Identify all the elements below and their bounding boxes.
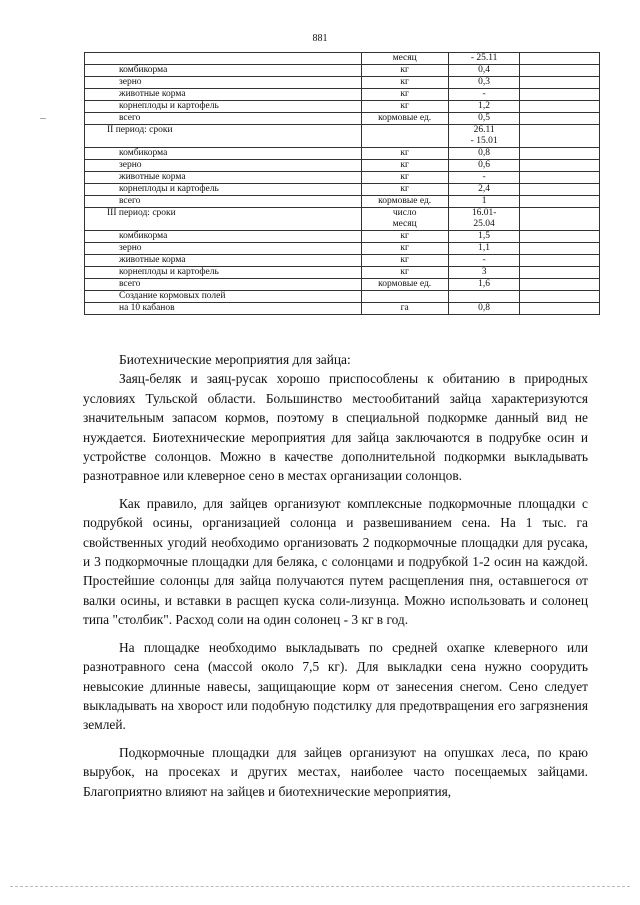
table-row [85,125,600,148]
table-row [85,231,600,243]
table-row [85,279,600,291]
margin-mark [40,118,46,119]
row-value: - 25.11 [448,53,520,65]
table-row [85,77,600,89]
page-number: 881 [312,33,328,44]
row-empty [520,255,600,267]
table-row [85,303,600,315]
row-value: 0,4 [448,65,520,77]
row-value: 0,3 [448,77,520,89]
row-label: комбикорма [85,148,362,160]
row-label: корнеплоды и картофель [85,267,362,279]
row-unit [361,125,448,148]
row-empty [520,77,600,89]
row-unit: кг [361,89,448,101]
table-row [85,89,600,101]
row-value: 3 [448,267,520,279]
row-label: зерно [85,243,362,255]
row-label: на 10 кабанов [85,303,362,315]
row-value: 0,8 [448,303,520,315]
row-empty [520,196,600,208]
scan-edge-line [10,886,630,887]
row-value: - [448,172,520,184]
row-unit: кг [361,172,448,184]
row-label: комбикорма [85,231,362,243]
row-label: зерно [85,77,362,89]
row-value: 1,5 [448,231,520,243]
row-empty [520,303,600,315]
row-unit: кг [361,77,448,89]
row-empty [520,243,600,255]
row-value: 0,6 [448,160,520,172]
row-empty [520,208,600,231]
row-unit: кормовые ед. [361,196,448,208]
row-label: II период: сроки [85,125,362,148]
row-unit: кормовые ед. [361,279,448,291]
row-label: животные корма [85,172,362,184]
table-row [85,196,600,208]
feeding-norms-table [84,52,600,315]
row-unit: кг [361,184,448,196]
row-value: 1 [448,196,520,208]
section-heading: Биотехнические мероприятия для зайца: [119,352,351,367]
row-unit: кг [361,65,448,77]
row-unit: кг [361,243,448,255]
row-unit: кг [361,231,448,243]
table-row [85,243,600,255]
row-value: - [448,255,520,267]
row-value [448,291,520,303]
row-empty [520,279,600,291]
row-value: 0,8 [448,148,520,160]
row-empty [520,101,600,113]
row-value: 1,6 [448,279,520,291]
paragraph-2: Как правило, для зайцев организуют комплексные подкормочные площадки с подрубкой осины, организацией солонца и развешиванием сена. На 1 тыс. га свойственных угодий необходимо организовать 2 подкормочные площадки для русака, и 3 подкормочные площадки для беляка, с солонцами и подрубкой 1-2 осин на каждой. Простейшие солонцы для зайца получаются путем расщепления пня, оставшегося от валки осины, и вставки в расщеп куска соли-лизунца. Можно использовать и солонец типа "столбик". Расход соли на один солонец - 3 кг в год. [83,495,588,628]
table-row [85,101,600,113]
row-unit: месяц [361,53,448,65]
table-row [85,267,600,279]
row-value: 1,1 [448,243,520,255]
row-label: корнеплоды и картофель [85,184,362,196]
table-row [85,208,600,231]
row-label: Создание кормовых полей [85,291,362,303]
row-unit: кг [361,267,448,279]
table-row [85,160,600,172]
row-empty [520,267,600,279]
row-empty [520,89,600,101]
row-value: 2,4 [448,184,520,196]
row-unit: кг [361,148,448,160]
row-label: всего [85,113,362,125]
row-empty [520,53,600,65]
row-empty [520,125,600,148]
table-row [85,184,600,196]
row-label: животные корма [85,89,362,101]
row-value: 26.11 - 15.01 [448,125,520,148]
table-row [85,291,600,303]
table-row [85,148,600,160]
table-row [85,113,600,125]
paragraph-1: Заяц-беляк и заяц-русак хорошо приспособлены к обитанию в природных условиях Тульской области. Большинство местообитаний зайца характеризуются значительным запасом кормов, поэтому в специальной подкормке данный вид не нуждается. Биотехнические мероприятия для зайца заключаются в подрубке осин и устройстве солонцов. Можно в качестве дополнительной подкормки выкладывать разнотравное или клеверное сено в местах организации солонцов. [83,371,588,484]
row-unit: кг [361,160,448,172]
row-value: - [448,89,520,101]
row-empty [520,184,600,196]
row-label: животные корма [85,255,362,267]
row-label: всего [85,279,362,291]
row-empty [520,160,600,172]
table-row [85,65,600,77]
row-value: 16.01- 25.04 [448,208,520,231]
table-row [85,255,600,267]
row-empty [520,231,600,243]
row-empty [520,113,600,125]
row-empty [520,172,600,184]
row-label: всего [85,196,362,208]
row-value: 0,5 [448,113,520,125]
table-row [85,53,600,65]
document-body [83,350,588,809]
row-label [85,53,362,65]
row-label: III период: сроки [85,208,362,231]
row-label: зерно [85,160,362,172]
row-unit [361,291,448,303]
row-unit: га [361,303,448,315]
row-unit: кормовые ед. [361,113,448,125]
paragraph-3: На площадке необходимо выкладывать по средней охапке клеверного или разнотравного сена (массой около 7,5 кг). Для выкладки сена нужно соорудить невысокие длинные навесы, защищающие корм от занесения снегом. Сено следует выкладывать на хворост или подобную подстилку для предотвращения его загрязнения землей. [83,639,588,733]
paragraph-4: Подкормочные площадки для зайцев организуют на опушках леса, по краю вырубок, на просеках и других местах, наиболее часто посещаемых зайцами. Благоприятно влияют на зайцев и биотехнические мероприятия, [83,744,588,799]
row-empty [520,65,600,77]
row-unit: число месяц [361,208,448,231]
row-value: 1,2 [448,101,520,113]
row-unit: кг [361,101,448,113]
row-label: корнеплоды и картофель [85,101,362,113]
row-unit: кг [361,255,448,267]
row-label: комбикорма [85,65,362,77]
row-empty [520,291,600,303]
table-row [85,172,600,184]
row-empty [520,148,600,160]
